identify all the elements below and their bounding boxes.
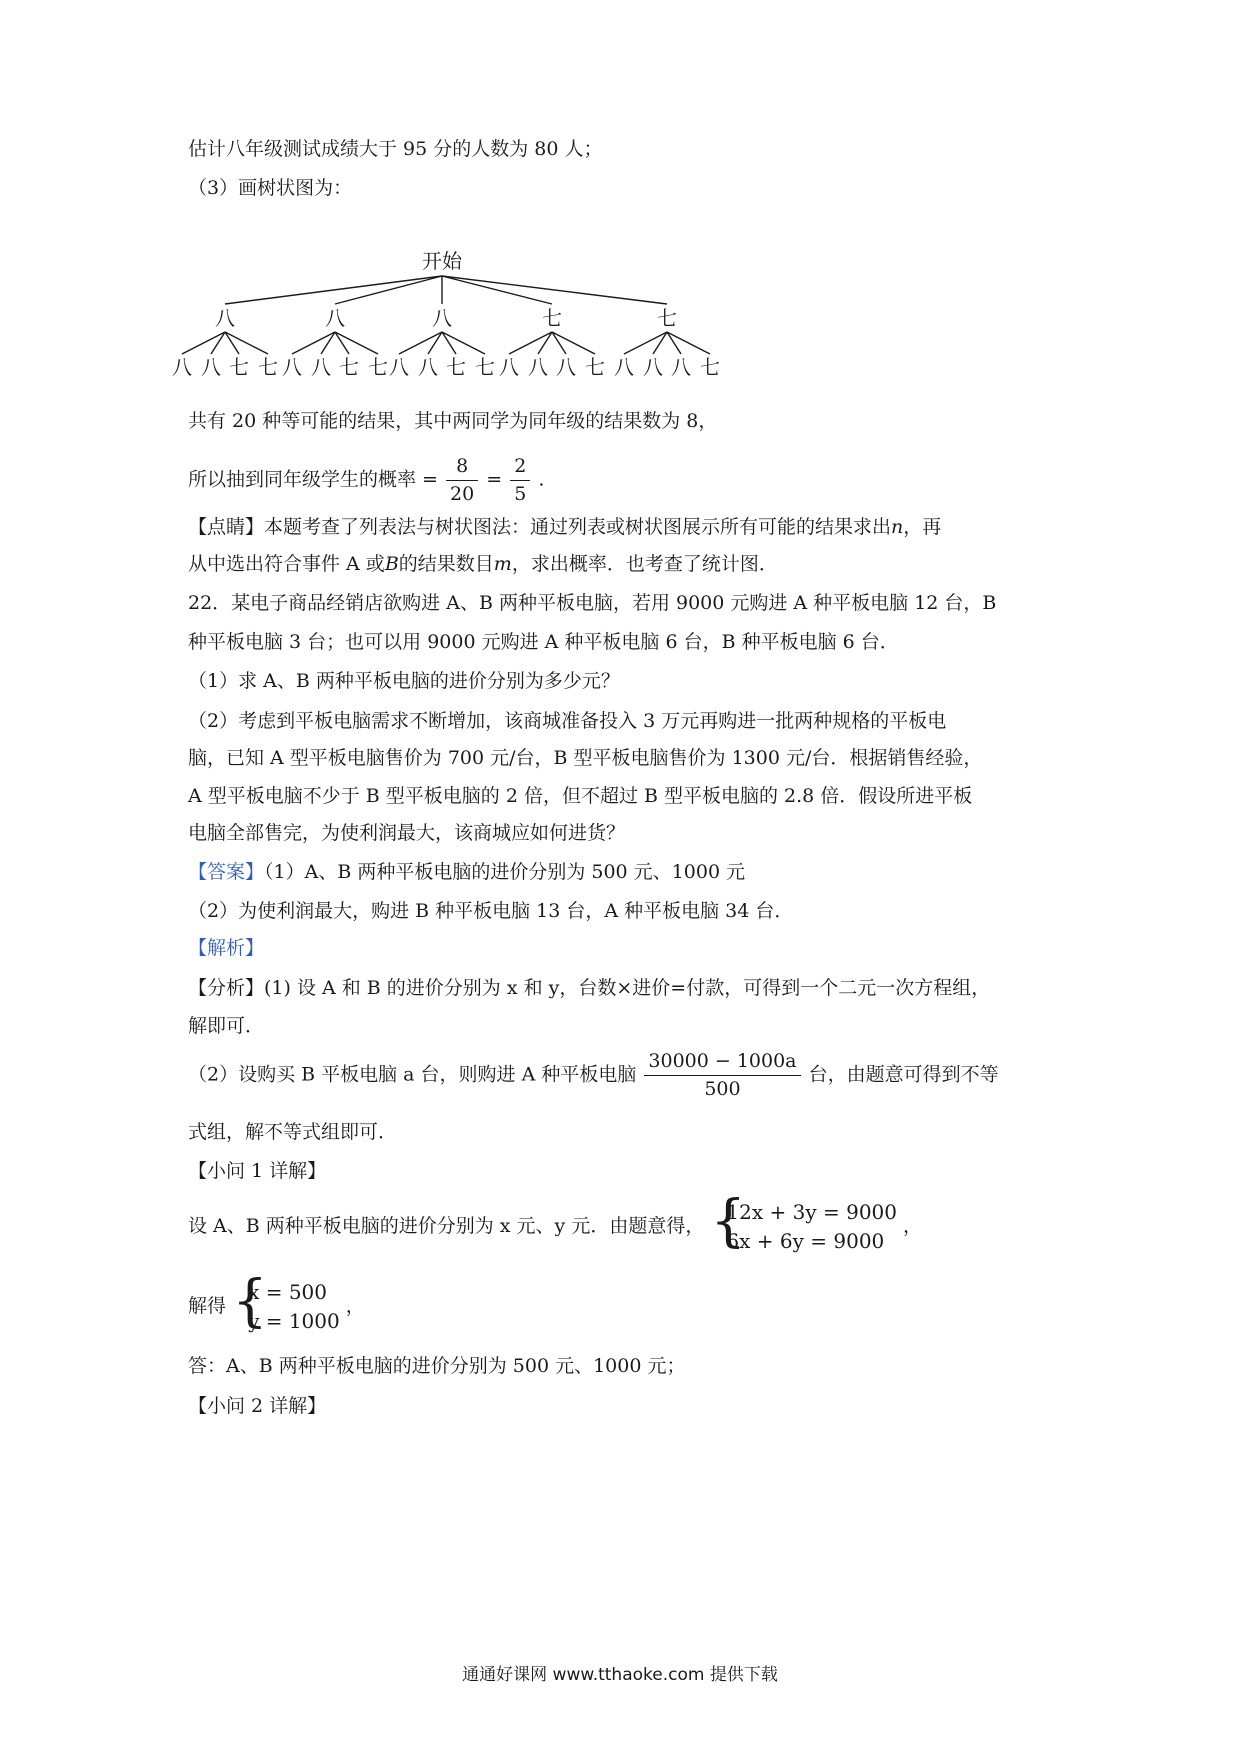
fraction-denominator: 500 [704,1077,741,1100]
tree-level2-label: 八 [172,355,192,379]
fenxi-line-3 [188,1050,999,1101]
fraction-purchase-a [644,1050,800,1101]
fraction-2-5 [510,455,530,506]
tree-level2-label: 七 [446,355,466,379]
dianjing-text: 【点睛】本题考查了列表法与树状图法：通过列表或树状图展示所有可能的结果求出 [188,516,892,538]
tree-level2-label: 七 [339,355,359,379]
tree-level2-label: 八 [282,355,302,379]
tree-branch [225,276,442,304]
dianjing-text-a: 从中选出符合事件 A 或 [188,553,385,575]
left-brace: { [710,1189,747,1254]
tree-level2-label: 八 [643,355,663,379]
solution-y: y = 1000 [248,1309,340,1333]
system-end: ， [903,1215,923,1237]
solution-line [188,1269,365,1336]
period: . [538,468,545,491]
fraction-8-20 [446,455,478,506]
tree-level2-label: 七 [475,355,495,379]
dianjing-end: ，再 [903,516,942,538]
tree-level1-label: 七 [657,306,677,330]
estimate-line: 估计八年级测试成绩大于 95 分的人数为 80 人； [188,138,603,160]
question-22-line-6: A 型平板电脑不少于 B 型平板电脑的 2 倍，但不超过 B 型平板电脑的 2.8 倍．假设所进平板 [188,785,973,807]
fenxi-line-4: 式组，解不等式组即可． [188,1121,398,1143]
solution-system [232,1269,340,1336]
fenxi-line-1: 【分析】(1) 设 A 和 B 的进价分别为 x 和 y，台数×进价=付款，可得到一个二元一次方程组， [188,977,991,999]
answer-conclusion-line: 答：A、B 两种平板电脑的进价分别为 500 元、1000 元； [188,1355,686,1377]
fraction-numerator: 8 [446,455,478,481]
question-22-line-2: 种平板电脑 3 台；也可以用 9000 元购进 A 种平板电脑 6 台，B 种平板电脑 6 台． [188,631,899,653]
system-intro: 设 A、B 两种平板电脑的进价分别为 x 元、y 元．由题意得， [188,1215,705,1237]
solution-end: ， [345,1295,365,1317]
dianjing-text-c: ，求出概率．也考查了统计图． [511,553,778,575]
fenxi-3-post: 台，由题意可得到不等 [808,1063,999,1086]
dianjing-line-1 [188,516,941,539]
tree-branch [442,276,552,304]
tree-level1-label: 八 [325,306,345,330]
tree-level1-label: 七 [542,306,562,330]
solution-x: x = 500 [248,1280,327,1304]
tree-level2-label: 八 [671,355,691,379]
answer-line-2: （2）为使利润最大，购进 B 种平板电脑 13 台，A 种平板电脑 34 台． [188,900,794,922]
tree-level2-label: 七 [258,355,278,379]
fraction-numerator: 2 [510,455,530,481]
var-n: n [891,516,904,538]
equation-2: 6x + 6y = 9000 [726,1229,885,1253]
tree-branch [335,276,442,304]
jiexi-tag: 【解析】 [188,937,265,959]
fraction-denominator: 5 [514,482,527,505]
probability-prefix: 所以抽到同年级学生的概率 = [188,468,438,491]
left-brace: { [232,1269,268,1334]
tree-level2-label: 八 [311,355,331,379]
equation-system [710,1189,897,1256]
answer-text-1: （1）A、B 两种平板电脑的进价分别为 500 元、1000 元 [264,861,746,883]
tree-level2-label: 八 [389,355,409,379]
dianjing-text-b: 的结果数目 [398,553,494,575]
question-22-line-4: （2）考虑到平板电脑需求不断增加，该商城准备投入 3 万元再购进一批两种规格的平板电 [188,710,947,732]
equation-system-line [188,1189,923,1256]
question-22-line-5: 脑，已知 A 型平板电脑售价为 700 元/台，B 型平板电脑售价为 1300 元/台．根据销售经验， [188,747,983,769]
tree-level2-label: 八 [556,355,576,379]
fraction-numerator: 30000 − 1000a [644,1050,800,1076]
tree-level2-label: 八 [201,355,221,379]
tree-level1-label: 八 [432,306,452,330]
tree-level2-label: 七 [585,355,605,379]
page-footer: 通通好课网 www.tthaoke.com 提供下载 [462,1665,778,1685]
probability-line [188,455,544,506]
tree-level2-label: 七 [700,355,720,379]
answer-tag: 【答案】 [188,861,265,883]
tree-root-label: 开始 [422,249,462,273]
tree-level2-label: 八 [528,355,548,379]
answer-line-1 [188,861,745,884]
question-22-line-1: 22．某电子商品经销店欲购进 A、B 两种平板电脑，若用 9000 元购进 A 种平板电脑 12 台，B [188,592,997,614]
fraction-denominator: 20 [450,482,475,505]
dianjing-line-2 [188,553,778,576]
question-22-line-7: 电脑全部售完，为使利润最大，该商城应如何进货？ [188,822,626,844]
tree-level2-label: 八 [499,355,519,379]
tree-level2-label: 七 [229,355,249,379]
tree-level2-label: 八 [614,355,634,379]
total-outcomes-line: 共有 20 种等可能的结果，其中两同学为同年级的结果数为 8， [188,410,718,432]
tree-level2-label: 七 [368,355,388,379]
solution-prefix: 解得 [188,1295,227,1317]
fenxi-3-pre: （2）设购买 B 平板电脑 a 台，则购进 A 种平板电脑 [188,1063,637,1086]
xiaowen-2-heading: 【小问 2 详解】 [188,1395,327,1417]
tree-level1-label: 八 [215,306,235,330]
tree-level2-label: 八 [418,355,438,379]
fenxi-line-2: 解即可． [188,1015,265,1037]
xiaowen-1-heading: 【小问 1 详解】 [188,1160,327,1182]
tree-intro-line: （3）画树状图为： [188,177,353,199]
var-m: m [493,553,512,575]
equation-1: 12x + 3y = 9000 [726,1200,897,1224]
question-22-line-3: （1）求 A、B 两种平板电脑的进价分别为多少元？ [188,670,620,692]
var-B: B [384,553,399,575]
tree-branch [442,276,667,304]
tree-diagram [172,249,780,385]
equals-sign: = [486,468,503,491]
